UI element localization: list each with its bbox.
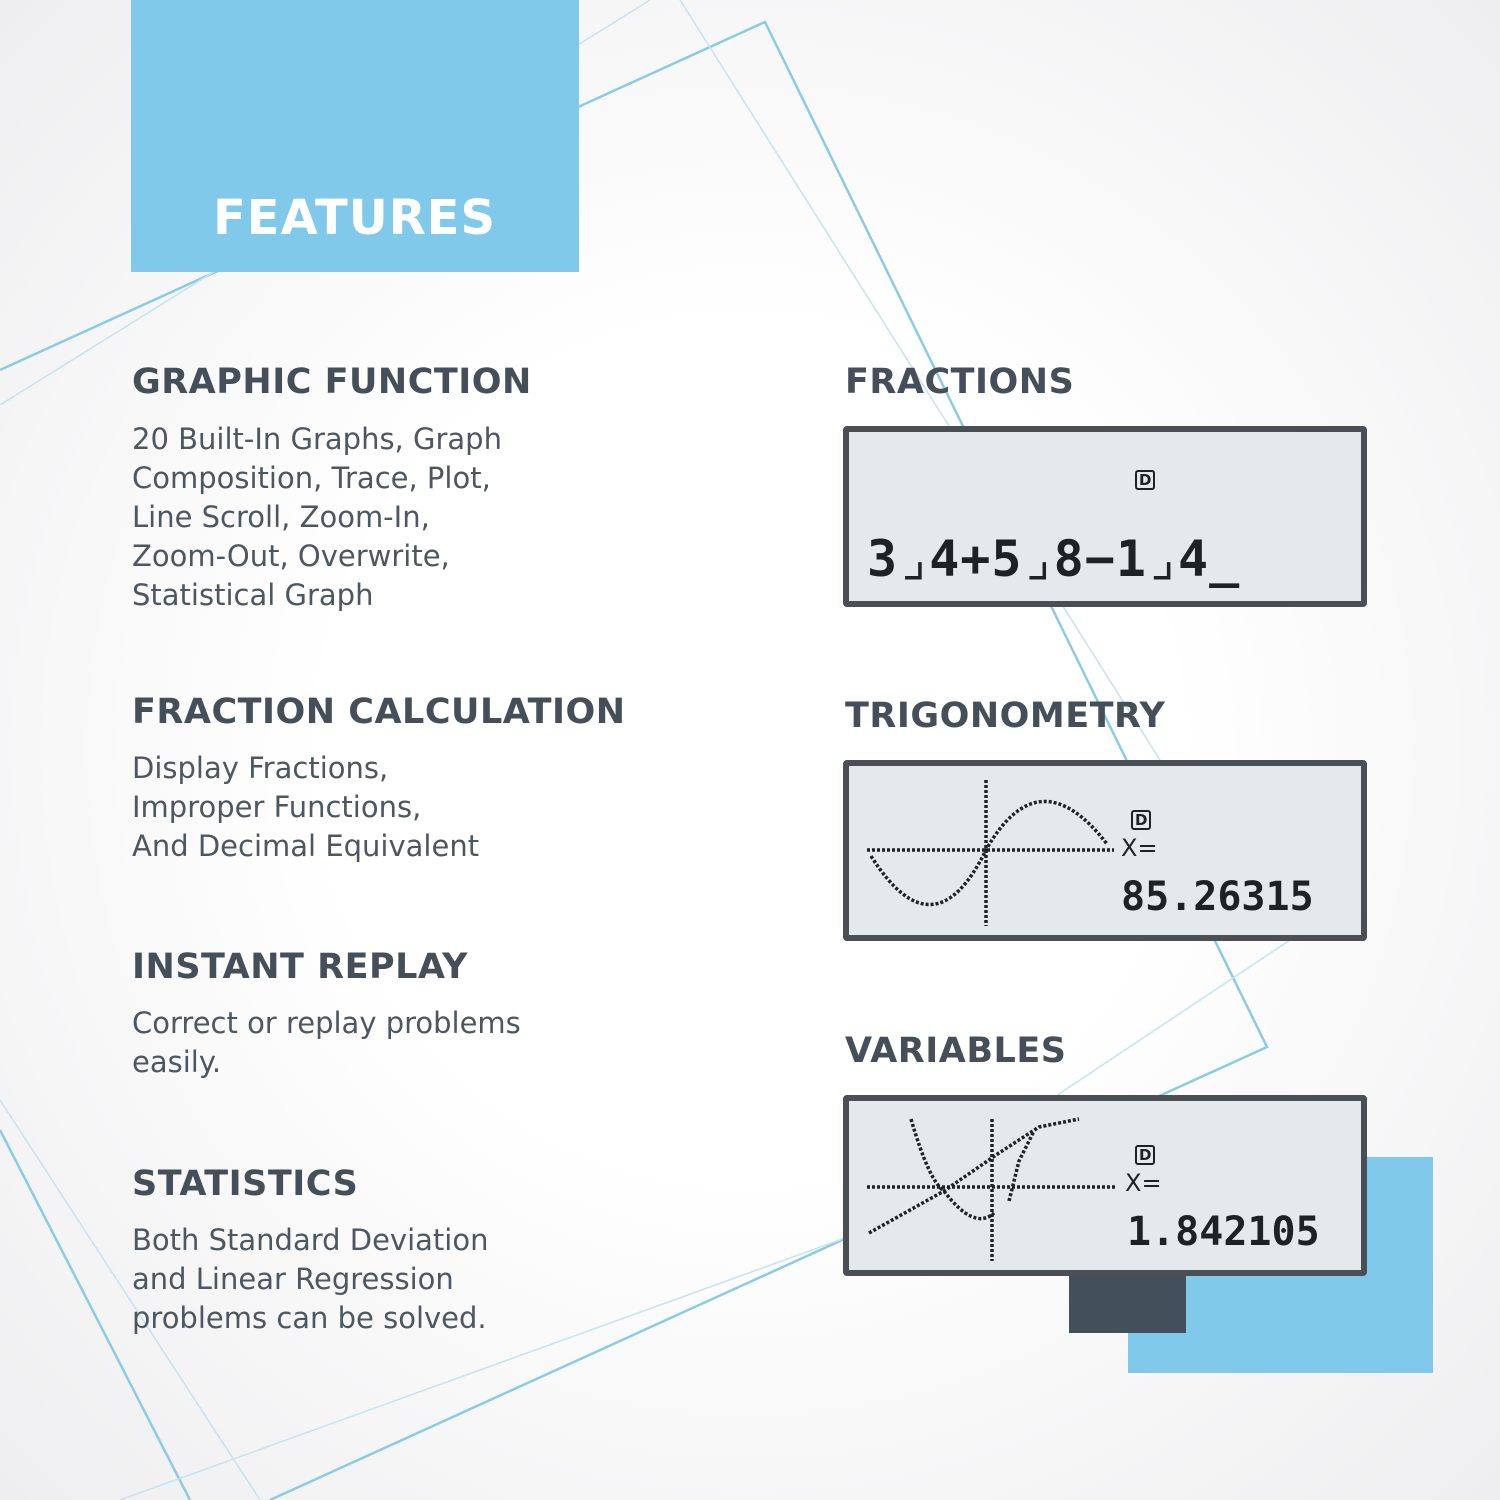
screen-title: FRACTIONS	[845, 362, 1075, 402]
lcd-value: 85.26315	[1121, 874, 1314, 920]
screen-title: TRIGONOMETRY	[845, 696, 1166, 736]
banner-title: FEATURES	[213, 190, 497, 246]
degree-mode-indicator: D	[1135, 470, 1155, 490]
text-line: Both Standard Deviation	[132, 1223, 489, 1257]
text-line: Composition, Trace, Plot,	[132, 461, 491, 495]
feature-description	[132, 749, 692, 866]
text-line: problems can be solved.	[132, 1301, 487, 1335]
feature-title: INSTANT REPLAY	[132, 947, 469, 987]
features-banner	[131, 0, 579, 272]
degree-mode-indicator: D	[1135, 1145, 1155, 1165]
text-line: Improper Functions,	[132, 790, 422, 824]
variable-label: X=	[1121, 834, 1158, 862]
screen-title: VARIABLES	[845, 1031, 1067, 1071]
lcd-expression: 3⌟4+5⌟8−1⌟4_	[867, 530, 1241, 588]
text-line: And Decimal Equivalent	[132, 829, 480, 863]
text-line: Zoom-Out, Overwrite,	[132, 539, 450, 573]
text-line: easily.	[132, 1045, 222, 1079]
feature-description	[132, 420, 692, 615]
lcd-screen-trigonometry	[843, 760, 1367, 941]
feature-description	[132, 1221, 692, 1338]
text-line: Line Scroll, Zoom-In,	[132, 500, 430, 534]
decorative-dark-square	[1069, 1276, 1186, 1333]
text-line: 20 Built-In Graphs, Graph	[132, 422, 502, 456]
text-line: and Linear Regression	[132, 1262, 454, 1296]
feature-title: GRAPHIC FUNCTION	[132, 362, 532, 402]
feature-description	[132, 1004, 692, 1082]
text-line: Correct or replay problems	[132, 1006, 521, 1040]
sine-graph	[849, 766, 1119, 935]
text-line: Statistical Graph	[132, 578, 374, 612]
degree-mode-indicator: D	[1131, 810, 1151, 830]
lcd-screen-variables	[843, 1095, 1367, 1276]
regression-graph	[849, 1101, 1124, 1270]
lcd-screen-fractions	[843, 426, 1367, 607]
feature-title: FRACTION CALCULATION	[132, 692, 626, 732]
text-line: Display Fractions,	[132, 751, 389, 785]
lcd-value: 1.842105	[1127, 1209, 1320, 1255]
feature-title: STATISTICS	[132, 1164, 359, 1204]
variable-label: X=	[1125, 1169, 1162, 1197]
